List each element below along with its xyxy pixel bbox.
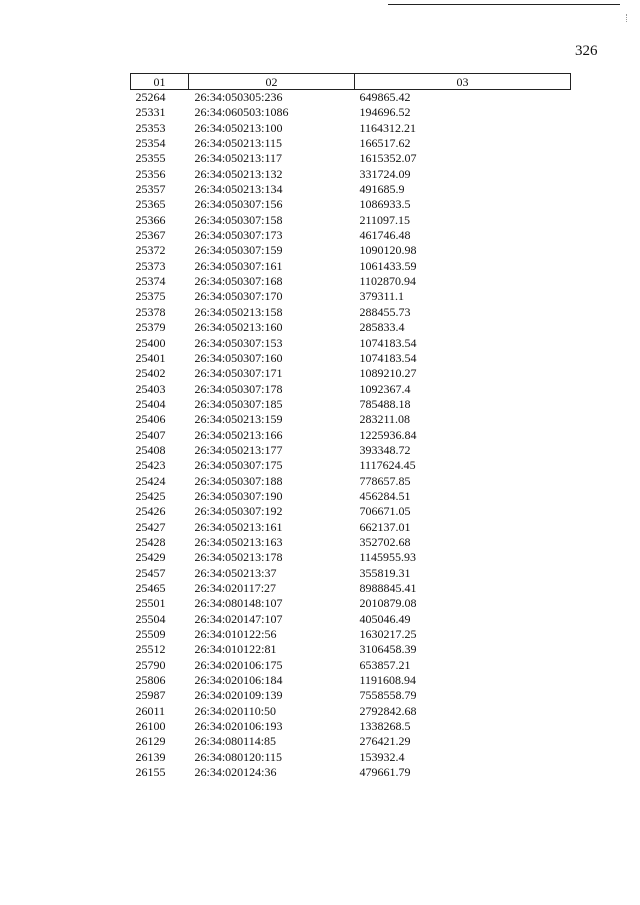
cell-cadastral-number: 26:34:050307:168 [194, 274, 283, 289]
table-row [131, 504, 571, 519]
cell-cadastral-number: 26:34:050307:175 [194, 458, 283, 473]
cell-id: 25354 [135, 136, 166, 151]
table-row [131, 105, 571, 120]
cell-value: 1225936.84 [359, 427, 417, 442]
table-row [131, 704, 571, 719]
cell-cadastral-number: 26:34:020106:193 [194, 719, 283, 734]
table-row [131, 336, 571, 351]
table-row [131, 550, 571, 565]
table-row [131, 581, 571, 596]
table-row [131, 136, 571, 151]
cell-id: 25378 [135, 304, 166, 319]
cell-cadastral-number: 26:34:050307:188 [194, 473, 283, 488]
cell-cadastral-number: 26:34:050307:185 [194, 396, 283, 411]
cell-id: 25465 [135, 581, 166, 595]
column-header-03: 03 [355, 74, 571, 90]
cell-value: 153932.4 [359, 749, 405, 764]
table-row [131, 566, 571, 581]
cell-value: 1090120.98 [359, 243, 417, 258]
cell-id: 25987 [135, 688, 166, 703]
cell-value: 2010879.08 [359, 596, 417, 611]
cell-cadastral-number: 26:34:050307:158 [194, 212, 283, 227]
cell-value: 456284.51 [359, 488, 411, 503]
cell-id: 25790 [135, 657, 166, 672]
table-row [131, 612, 571, 627]
cell-value: 3106458.39 [359, 642, 417, 657]
cell-id: 25402 [135, 366, 166, 381]
cell-id: 25512 [135, 642, 166, 657]
cell-value: 1191608.94 [359, 673, 417, 688]
cell-cadastral-number: 26:34:050213:160 [194, 320, 283, 335]
cell-value: 166517.62 [359, 136, 411, 151]
cell-value: 7558558.79 [359, 688, 417, 703]
cell-id: 25429 [135, 550, 166, 565]
cell-cadastral-number: 26:34:050213:158 [194, 304, 283, 319]
cell-cadastral-number: 26:34:050213:115 [194, 136, 283, 151]
table-row [131, 213, 571, 228]
cell-id: 25504 [135, 611, 166, 626]
table-header [131, 74, 571, 90]
cell-value: 2792842.68 [359, 703, 417, 718]
cell-cadastral-number: 26:34:050307:192 [194, 504, 283, 519]
table-row [131, 274, 571, 289]
cell-cadastral-number: 26:34:050307:178 [194, 381, 283, 396]
cell-cadastral-number: 26:34:050307:153 [194, 335, 283, 350]
cell-value: 1074183.54 [359, 335, 417, 350]
table-row [131, 658, 571, 673]
cell-id: 25365 [135, 197, 166, 212]
table-row [131, 750, 571, 765]
data-table [130, 73, 571, 780]
cell-value: 1145955.93 [359, 550, 417, 565]
table-body [131, 90, 571, 781]
cell-cadastral-number: 26:34:050213:37 [194, 565, 277, 580]
table-row [131, 90, 571, 106]
table-row [131, 197, 571, 212]
cell-cadastral-number: 26:34:020106:184 [194, 673, 283, 688]
cell-cadastral-number: 26:34:080120:115 [194, 749, 283, 764]
table-row [131, 596, 571, 611]
cell-value: 1338268.5 [359, 719, 411, 734]
cell-cadastral-number: 26:34:050307:190 [194, 488, 283, 503]
cell-cadastral-number: 26:34:080148:107 [194, 596, 283, 611]
cell-value: 211097.15 [359, 212, 411, 227]
cell-value: 1164312.21 [359, 120, 417, 135]
cell-id: 25366 [135, 212, 166, 227]
cell-cadastral-number: 26:34:050213:159 [194, 412, 283, 427]
cell-id: 25509 [135, 627, 166, 642]
cell-cadastral-number: 26:34:050213:161 [194, 519, 283, 534]
cell-id: 25331 [135, 105, 166, 120]
table-row [131, 443, 571, 458]
cell-value: 393348.72 [359, 442, 411, 457]
table-row [131, 642, 571, 657]
table-row [131, 412, 571, 427]
table-row [131, 259, 571, 274]
cell-id: 26139 [135, 749, 166, 764]
cell-cadastral-number: 26:34:050307:171 [194, 366, 283, 381]
cell-id: 25428 [135, 534, 166, 549]
cell-id: 26011 [135, 703, 166, 718]
cell-cadastral-number: 26:34:020117:27 [194, 581, 277, 595]
cell-cadastral-number: 26:34:010122:81 [194, 642, 277, 657]
cell-id: 25373 [135, 258, 166, 273]
table-row [131, 167, 571, 182]
cell-id: 25408 [135, 442, 166, 457]
cell-cadastral-number: 26:34:050307:170 [194, 289, 283, 304]
cell-value: 1630217.25 [359, 627, 417, 642]
cell-value: 283211.08 [359, 412, 411, 427]
cell-id: 26155 [135, 765, 166, 780]
table-row [131, 243, 571, 258]
cell-value: 649865.42 [359, 90, 411, 104]
cell-cadastral-number: 26:34:020106:175 [194, 657, 283, 672]
top-rule [388, 4, 620, 5]
cell-value: 653857.21 [359, 657, 411, 672]
cell-value: 1074183.54 [359, 350, 417, 365]
cell-value: 355819.31 [359, 565, 411, 580]
cell-id: 25404 [135, 396, 166, 411]
cell-id: 25264 [135, 90, 166, 104]
cell-id: 25403 [135, 381, 166, 396]
cell-cadastral-number: 26:34:050213:177 [194, 442, 283, 457]
cell-value: 1102870.94 [359, 274, 417, 289]
cell-value: 379311.1 [359, 289, 405, 304]
table-row [131, 366, 571, 381]
cell-id: 25367 [135, 228, 166, 243]
cell-cadastral-number: 26:34:050305:236 [194, 90, 283, 104]
cell-cadastral-number: 26:34:060503:1086 [194, 105, 289, 120]
column-header-02: 02 [189, 74, 355, 90]
cell-cadastral-number: 26:34:080114:85 [194, 734, 277, 749]
cell-cadastral-number: 26:34:050213:163 [194, 534, 283, 549]
cell-id: 25425 [135, 488, 166, 503]
table-row [131, 734, 571, 749]
table-row [131, 320, 571, 335]
cell-id: 25356 [135, 166, 166, 181]
cell-cadastral-number: 26:34:020147:107 [194, 611, 283, 626]
cell-id: 25501 [135, 596, 166, 611]
cell-id: 26100 [135, 719, 166, 734]
table-row [131, 182, 571, 197]
table-row [131, 765, 571, 780]
cell-value: 461746.48 [359, 228, 411, 243]
table-row [131, 428, 571, 443]
cell-cadastral-number: 26:34:050213:178 [194, 550, 283, 565]
cell-value: 288455.73 [359, 304, 411, 319]
cell-id: 25427 [135, 519, 166, 534]
table-row [131, 351, 571, 366]
cell-value: 491685.9 [359, 182, 405, 197]
cell-cadastral-number: 26:34:010122:56 [194, 627, 277, 642]
cell-cadastral-number: 26:34:050213:132 [194, 166, 283, 181]
cell-id: 25401 [135, 350, 166, 365]
cell-value: 1061433.59 [359, 258, 417, 273]
cell-value: 285833.4 [359, 320, 405, 335]
cell-cadastral-number: 26:34:050213:134 [194, 182, 283, 197]
table-row [131, 627, 571, 642]
cell-value: 479661.79 [359, 765, 411, 780]
cell-cadastral-number: 26:34:050307:156 [194, 197, 283, 212]
cell-id: 25423 [135, 458, 166, 473]
cell-id: 25457 [135, 565, 166, 580]
table-row [131, 397, 571, 412]
cell-value: 194696.52 [359, 105, 411, 120]
cell-value: 1086933.5 [359, 197, 411, 212]
cell-value: 1117624.45 [359, 458, 416, 473]
cell-value: 1089210.27 [359, 366, 417, 381]
table-row [131, 121, 571, 136]
table-row [131, 673, 571, 688]
table-row [131, 489, 571, 504]
cell-id: 25406 [135, 412, 166, 427]
table-row [131, 305, 571, 320]
cell-cadastral-number: 26:34:050213:166 [194, 427, 283, 442]
cell-value: 778657.85 [359, 473, 411, 488]
cell-cadastral-number: 26:34:050213:100 [194, 120, 283, 135]
cell-id: 25372 [135, 243, 166, 258]
page-number: 326 [575, 43, 598, 59]
cell-value: 662137.01 [359, 519, 411, 534]
cell-value: 785488.18 [359, 396, 411, 411]
cell-value: 352702.68 [359, 534, 411, 549]
cell-value: 8988845.41 [359, 581, 417, 595]
cell-cadastral-number: 26:34:050307:161 [194, 258, 283, 273]
cell-cadastral-number: 26:34:050307:159 [194, 243, 283, 258]
cell-cadastral-number: 26:34:050307:160 [194, 350, 283, 365]
table-row [131, 719, 571, 734]
cell-cadastral-number: 26:34:050307:173 [194, 228, 283, 243]
cell-value: 706671.05 [359, 504, 411, 519]
cell-id: 26129 [135, 734, 166, 749]
cell-id: 25374 [135, 274, 166, 289]
cell-cadastral-number: 26:34:020109:139 [194, 688, 283, 703]
table-row [131, 535, 571, 550]
cell-id: 25407 [135, 427, 166, 442]
table-row [131, 151, 571, 166]
cell-value: 1092367.4 [359, 381, 411, 396]
cell-id: 25400 [135, 335, 166, 350]
cell-value: 405046.49 [359, 611, 411, 626]
cell-id: 25375 [135, 289, 166, 304]
table-row [131, 289, 571, 304]
cell-id: 25355 [135, 151, 166, 166]
cell-id: 25426 [135, 504, 166, 519]
cell-id: 25357 [135, 182, 166, 197]
cell-value: 276421.29 [359, 734, 411, 749]
cell-id: 25806 [135, 673, 166, 688]
cell-id: 25379 [135, 320, 166, 335]
table-row [131, 382, 571, 397]
table-row [131, 228, 571, 243]
table-row [131, 458, 571, 473]
cell-cadastral-number: 26:34:020110:50 [194, 703, 277, 718]
cell-value: 331724.09 [359, 166, 411, 181]
cell-id: 25353 [135, 120, 166, 135]
cell-id: 25424 [135, 473, 166, 488]
table-row [131, 520, 571, 535]
cell-cadastral-number: 26:34:050213:117 [194, 151, 283, 166]
cell-cadastral-number: 26:34:020124:36 [194, 765, 277, 780]
column-header-01: 01 [131, 74, 189, 90]
edge-mark [626, 14, 628, 22]
table-row [131, 474, 571, 489]
cell-value: 1615352.07 [359, 151, 417, 166]
table-row [131, 688, 571, 703]
